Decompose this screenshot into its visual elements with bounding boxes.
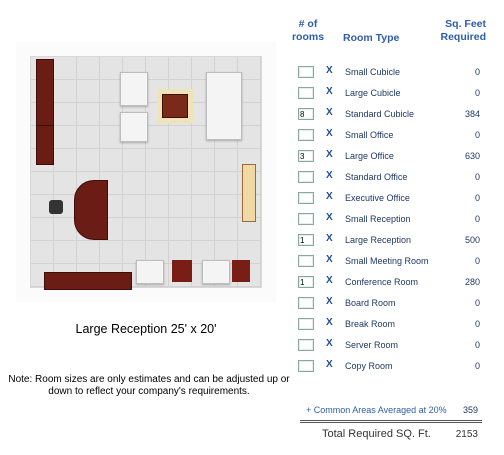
total-label: Total Required SQ. Ft. [322, 428, 431, 440]
estimate-note: Note: Room sizes are only estimates and can be adjusted up or down to reflect your company's requirements. [8, 374, 290, 397]
coffee-table [162, 94, 188, 118]
multiply-icon: X [326, 212, 333, 223]
room-sqft-value: 384 [464, 109, 480, 119]
room-sqft-value: 0 [474, 340, 480, 350]
room-row [296, 210, 486, 231]
room-row [296, 315, 486, 336]
multiply-icon: X [326, 128, 333, 139]
room-sqft-value: 0 [474, 88, 480, 98]
lounge-chair [120, 112, 148, 142]
room-count-input[interactable] [298, 255, 314, 267]
room-count-input[interactable] [298, 339, 314, 351]
room-sqft-value: 0 [474, 256, 480, 266]
room-row [296, 336, 486, 357]
office-chair [49, 200, 63, 214]
room-count-input[interactable]: 8 [298, 108, 314, 120]
room-row [296, 294, 486, 315]
sqft-column-header: Sq. Feet Required [440, 18, 486, 43]
total-value: 2153 [455, 429, 478, 440]
room-count-input[interactable] [298, 360, 314, 372]
room-preview-image [16, 42, 276, 302]
room-row [296, 273, 486, 294]
room-type-label: Board Room [345, 298, 396, 308]
storage-cabinet [36, 125, 54, 165]
count-column-header: # of rooms [291, 18, 325, 43]
room-count-input[interactable]: 1 [298, 234, 314, 246]
multiply-icon: X [326, 296, 333, 307]
multiply-icon: X [326, 254, 333, 265]
multiply-icon: X [326, 275, 333, 286]
multiply-icon: X [326, 317, 333, 328]
room-count-input[interactable] [298, 213, 314, 225]
room-sqft-value: 630 [464, 151, 480, 161]
common-areas-value: 359 [462, 405, 478, 415]
room-type-label: Executive Office [345, 193, 410, 203]
room-sqft-value: 0 [474, 67, 480, 77]
multiply-icon: X [326, 191, 333, 202]
room-count-input[interactable]: 1 [298, 276, 314, 288]
room-type-label: Small Meeting Room [345, 256, 429, 266]
multiply-icon: X [326, 107, 333, 118]
waiting-chair [202, 260, 230, 284]
room-row [296, 147, 486, 168]
storage-cabinet [36, 59, 54, 127]
room-caption: Large Reception 25' x 20' [75, 322, 217, 336]
multiply-icon: X [326, 233, 333, 244]
side-table [232, 260, 250, 282]
room-type-label: Standard Cubicle [345, 109, 415, 119]
room-sqft-value: 0 [474, 298, 480, 308]
room-sqft-value: 0 [474, 361, 480, 371]
room-count-input[interactable] [298, 129, 314, 141]
side-table [172, 260, 192, 282]
room-type-label: Copy Room [345, 361, 393, 371]
room-sqft-value: 0 [474, 319, 480, 329]
room-type-label: Small Reception [345, 214, 411, 224]
total-divider [300, 420, 482, 423]
room-sqft-value: 0 [474, 193, 480, 203]
room-type-column-header: Room Type [343, 32, 400, 44]
room-type-label: Standard Office [345, 172, 408, 182]
room-sqft-value: 0 [474, 214, 480, 224]
multiply-icon: X [326, 86, 333, 97]
sofa [206, 72, 242, 140]
common-areas-label: + Common Areas Averaged at 20% [306, 405, 447, 415]
window [242, 164, 256, 222]
room-row [296, 84, 486, 105]
room-count-input[interactable] [298, 318, 314, 330]
room-sqft-value: 280 [464, 277, 480, 287]
room-type-label: Large Office [345, 151, 394, 161]
room-row [296, 105, 486, 126]
multiply-icon: X [326, 338, 333, 349]
room-row [296, 189, 486, 210]
credenza [44, 272, 132, 290]
room-type-label: Large Cubicle [345, 88, 401, 98]
room-sqft-value: 0 [474, 172, 480, 182]
room-type-label: Small Office [345, 130, 394, 140]
room-type-label: Large Reception [345, 235, 412, 245]
room-type-label: Small Cubicle [345, 67, 401, 77]
room-type-label: Break Room [345, 319, 396, 329]
room-count-input[interactable] [298, 66, 314, 78]
lounge-chair [120, 72, 148, 106]
room-type-label: Server Room [345, 340, 399, 350]
multiply-icon: X [326, 170, 333, 181]
room-row [296, 126, 486, 147]
room-row [296, 231, 486, 252]
room-count-input[interactable]: 3 [298, 150, 314, 162]
room-type-label: Conference Room [345, 277, 419, 287]
waiting-chair [136, 260, 164, 284]
room-sqft-value: 500 [464, 235, 480, 245]
room-count-input[interactable] [298, 87, 314, 99]
multiply-icon: X [326, 65, 333, 76]
room-sqft-value: 0 [474, 130, 480, 140]
multiply-icon: X [326, 359, 333, 370]
room-count-input[interactable] [298, 192, 314, 204]
reception-desk [74, 180, 108, 240]
room-row [296, 168, 486, 189]
room-count-input[interactable] [298, 297, 314, 309]
room-row [296, 357, 486, 378]
room-count-input[interactable] [298, 171, 314, 183]
room-row [296, 252, 486, 273]
room-row [296, 63, 486, 84]
multiply-icon: X [326, 149, 333, 160]
